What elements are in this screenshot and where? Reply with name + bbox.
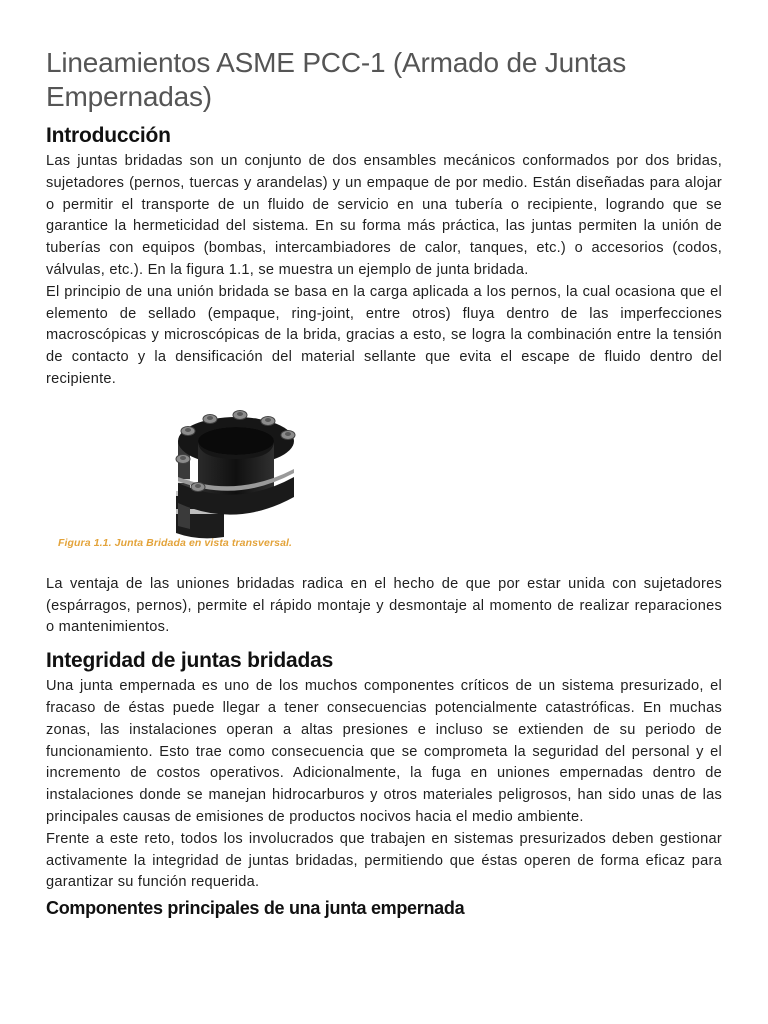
document-content <box>46 46 722 919</box>
figure-flanged-joint <box>46 401 722 553</box>
section-heading-integridad: Integridad de juntas bridadas <box>46 649 334 673</box>
section-heading-introduccion: Introducción <box>46 124 171 147</box>
intro-paragraph-2: El principio de una unión bridada se basa en la carga aplicada a los pernos, la cual ocasiona que el elemento de sellado (empaque, ring-joint, entre otros) fluya dentro de las imperfecciones macroscópicas y microscópicas de la brida, gracias a esto, se logra la combinación entre la tensión de contacto y la densificación del material sellante que evita el escape de fluido dentro del recipiente. <box>46 283 722 387</box>
section-heading-componentes: Componentes principales de una junta empernada <box>46 898 465 919</box>
figure-caption: Figura 1.1. Junta Bridada en vista transversal. <box>58 536 293 549</box>
intro-paragraph-3: La ventaja de las uniones bridadas radica en el hecho de que por estar unida con sujetadores (espárragos, pernos), permite el rápido montaje y desmontaje al momento de realizar reparaciones o mantenimientos. <box>46 575 722 636</box>
integrity-paragraph-1: Una junta empernada es uno de los muchos componentes críticos de un sistema presurizado, el fracaso de éstas puede llegar a tener consecuencias potencialmente catastróficas. En muchas zonas, las instalaciones operan a altas presiones e incluso se extienden de su periodo de funcionamiento. Esto trae como consecuencia que se comprometa la seguridad del personal y el incremento de costos operativos. Adicionalmente, la fuga en uniones empernadas dentro de instalaciones donde se manejan hidrocarburos y otros materiales peligrosos, han sido unas de las principales causas de emisiones de productos nocivos hacia el medio ambiente. <box>46 678 722 825</box>
document-title: Lineamientos ASME PCC-1 (Armado de Juntas Empernadas) <box>46 47 627 112</box>
intro-paragraph-1: Las juntas bridadas son un conjunto de dos ensambles mecánicos conformados por dos bridas, sujetadores (pernos, tuercas y arandelas) y un empaque de por medio. Están diseñadas para alojar o permitir el transporte de un fluido de servicio en una tubería o recipiente, logrando que se garantice la hermeticidad del sistema. En su forma más práctica, las juntas permiten la unión de tuberías con equipos (bombas, intercambiadores de calor, tanques, etc.) o accesorios (codos, válvulas, etc.). En la figura 1.1, se muestra un ejemplo de junta bridada. <box>46 153 722 278</box>
flanged-joint-illustration <box>128 401 298 543</box>
integrity-paragraph-2: Frente a este reto, todos los involucrados que trabajen en sistemas presurizados deben gestionar activamente la integridad de juntas bridadas, permitiendo que éstas operen de forma eficaz para garantizar su función requerida. <box>46 830 722 891</box>
